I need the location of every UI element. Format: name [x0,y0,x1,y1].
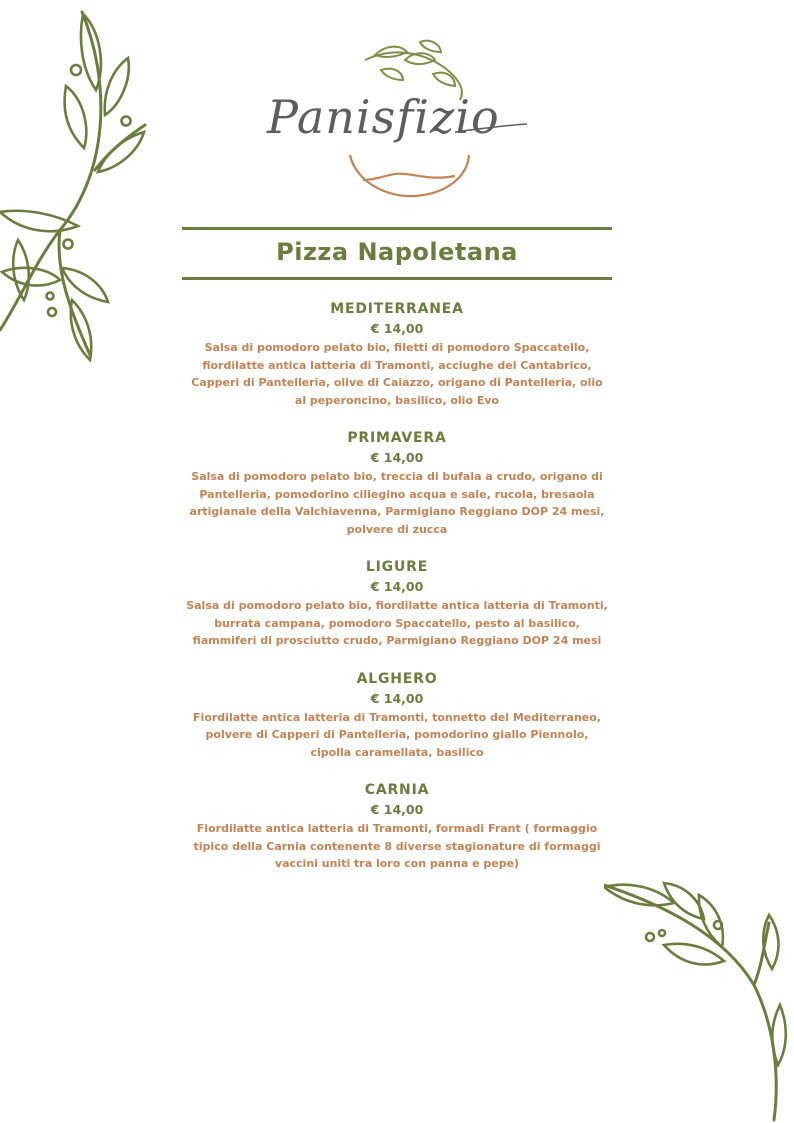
section-title: Pizza Napoletana [276,238,518,266]
menu-item [186,300,608,409]
section-divider-bottom [182,277,612,280]
menu-list [186,300,608,893]
item-price: € 14,00 [370,579,424,594]
item-name: LIGURE [365,559,429,575]
item-description: Fiordilatte antica latteria di Tramonti, tonnetto del Mediterraneo, polvere di Capperi di Pantelleria, pomodorino giallo Piennolo, cipolla caramellata, basilico [193,710,601,759]
item-price: € 14,00 [370,802,424,817]
item-description: Salsa di pomodoro pelato bio, treccia di bufala a crudo, origano di Pantelleria, pomodorino ciliegino acqua e sale, rucola, bresaola artigianale della Valchiavenna, Parmigiano Reggiano DOP 24 mesi, polvere di zucca [189,470,605,536]
menu-item [186,429,608,538]
menu-item [186,670,608,762]
item-price: € 14,00 [370,690,424,706]
brand-logo [255,30,540,205]
item-description: Salsa di pomodoro pelato bio, fiordilatte antica latteria di Tramonti, burrata campana, pomodoro Spaccatello, pesto al basilico, fiammiferi di prosciutto crudo, Parmigiano Reggiano DOP 24 mesi [186,599,608,647]
item-name: PRIMAVERA [347,430,447,446]
section-divider-top [182,227,612,230]
olive-branch-decoration [604,875,794,1123]
brand-name: Panisfizio [267,90,500,144]
item-description: Salsa di pomodoro pelato bio, filetti di pomodoro Spaccatello, fiordilatte antica latteria di Tramonti, acciughe del Cantabrico, Capperi di Pantelleria, olive di Caiazzo, origano di Pantelleria, olio al peperoncino, basilico, olio Evo [191,341,603,407]
item-price: € 14,00 [370,450,424,465]
item-price: € 14,00 [370,321,424,336]
item-name: MEDITERRANEA [330,301,464,317]
olive-branch-decoration [0,0,160,370]
item-name: CARNIA [364,782,430,798]
menu-item [186,781,608,873]
menu-item [186,558,608,650]
item-description: Fiordilatte antica latteria di Tramonti, formadi Frant ( formaggio tipico della Carnia contenente 8 diverse stagionature di formaggi vaccini uniti tra loro con panna e pepe) [193,822,601,870]
item-name: ALGHERO [356,670,438,687]
